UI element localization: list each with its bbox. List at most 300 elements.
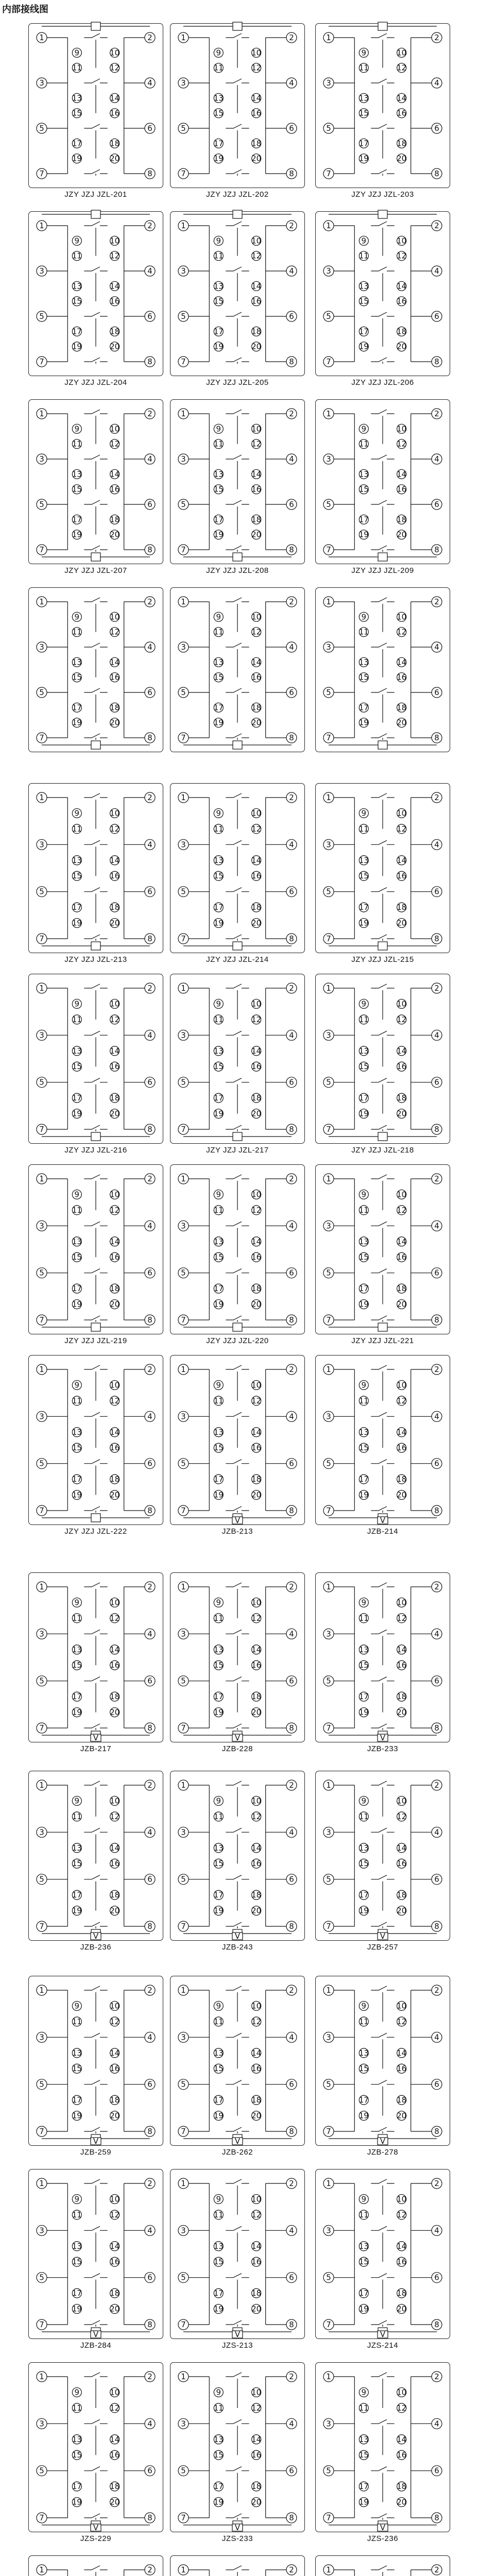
terminal-label-6: 6	[289, 124, 294, 133]
contact-switch	[371, 840, 394, 844]
contact-switch	[226, 1875, 249, 1879]
terminal-label-2: 2	[434, 597, 439, 606]
relay-coil-icon	[233, 22, 242, 30]
terminal-label-10: 10	[251, 2387, 262, 2397]
terminal-label-4: 4	[289, 266, 294, 276]
wiring-schematic	[28, 399, 163, 564]
terminal-label-1: 1	[181, 221, 186, 230]
terminal-label-5: 5	[326, 688, 331, 697]
terminal-label-9: 9	[216, 808, 221, 818]
terminal-label-3: 3	[326, 2419, 331, 2429]
contact-switch	[84, 688, 107, 692]
diagram-label: JZB-243	[221, 1943, 253, 1952]
terminal-label-10: 10	[251, 2194, 262, 2204]
contact-switch	[84, 793, 107, 798]
terminal-label-20: 20	[397, 1299, 407, 1309]
diagram-label: JZB-217	[80, 1744, 112, 1753]
terminal-label-18: 18	[397, 2289, 407, 2298]
terminal-label-1: 1	[326, 1582, 331, 1591]
terminal-label-20: 20	[110, 342, 120, 351]
terminal-label-17: 17	[213, 515, 224, 524]
relay-coil-icon	[378, 1323, 387, 1331]
terminal-label-2: 2	[434, 409, 439, 418]
terminal-label-18: 18	[110, 515, 120, 524]
terminal-label-3: 3	[326, 78, 331, 88]
terminal-label-13: 13	[72, 469, 82, 479]
terminal-label-18: 18	[251, 1475, 262, 1484]
contact-switch	[371, 267, 394, 271]
diagram-label: JZY JZJ JZL-207	[64, 566, 127, 575]
terminal-label-11: 11	[358, 824, 369, 834]
contact-switch	[371, 1922, 394, 1926]
diagram-label: JZY JZJ JZL-203	[351, 190, 414, 199]
terminal-label-12: 12	[251, 2210, 262, 2219]
contact-switch	[226, 1365, 249, 1369]
terminal-label-19: 19	[213, 342, 224, 351]
terminal-label-12: 12	[110, 251, 120, 261]
terminal-label-8: 8	[147, 2513, 152, 2522]
contact-switch	[371, 500, 394, 504]
terminal-label-17: 17	[358, 515, 369, 524]
terminal-label-13: 13	[72, 1645, 82, 1654]
terminal-label-7: 7	[181, 2127, 186, 2136]
contact-switch	[371, 33, 394, 38]
terminal-label-19: 19	[213, 1906, 224, 1916]
terminal-label-17: 17	[358, 703, 369, 713]
wiring-schematic	[315, 783, 450, 953]
wiring-schematic	[170, 211, 305, 376]
terminal-label-10: 10	[397, 808, 407, 818]
terminal-label-15: 15	[72, 1660, 82, 1670]
wiring-schematic	[28, 587, 163, 752]
wiring-diagram	[170, 587, 305, 766]
terminal-label-6: 6	[289, 312, 294, 321]
terminal-label-2: 2	[147, 1781, 152, 1790]
terminal-label-14: 14	[251, 2241, 262, 2251]
terminal-label-7: 7	[39, 169, 44, 178]
wiring-diagram	[315, 1976, 450, 2159]
terminal-label-20: 20	[110, 1109, 120, 1118]
terminal-label-19: 19	[72, 2497, 82, 2507]
terminal-label-20: 20	[251, 530, 262, 539]
terminal-label-2: 2	[289, 2372, 294, 2381]
relay-coil-icon	[233, 1323, 242, 1331]
terminal-label-18: 18	[251, 1284, 262, 1294]
diagram-label: JZY JZJ JZL-222	[64, 1527, 127, 1536]
terminal-label-8: 8	[289, 2127, 294, 2136]
contact-switch	[371, 2566, 394, 2570]
terminal-label-18: 18	[251, 327, 262, 336]
terminal-label-13: 13	[213, 1843, 224, 1853]
terminal-label-8: 8	[147, 2127, 152, 2136]
terminal-label-2: 2	[289, 409, 294, 418]
contact-switch	[226, 546, 249, 550]
terminal-label-5: 5	[181, 2273, 186, 2282]
terminal-label-9: 9	[216, 236, 221, 246]
terminal-label-19: 19	[358, 1490, 369, 1500]
terminal-label-16: 16	[397, 1062, 407, 1072]
terminal-label-19: 19	[72, 342, 82, 351]
terminal-label-15: 15	[213, 296, 224, 306]
terminal-label-12: 12	[397, 439, 407, 449]
diagram-label: JZB-233	[367, 1744, 399, 1753]
terminal-label-12: 12	[397, 2016, 407, 2026]
terminal-label-15: 15	[358, 2450, 369, 2460]
terminal-label-1: 1	[181, 2565, 186, 2574]
terminal-label-1: 1	[326, 984, 331, 993]
terminal-label-18: 18	[110, 2289, 120, 2298]
terminal-label-14: 14	[397, 93, 407, 103]
terminal-label-15: 15	[358, 2064, 369, 2074]
terminal-label-4: 4	[147, 642, 152, 652]
terminal-label-7: 7	[181, 2513, 186, 2522]
terminal-label-3: 3	[39, 266, 44, 276]
terminal-label-15: 15	[72, 484, 82, 494]
terminal-label-6: 6	[434, 124, 439, 133]
terminal-label-7: 7	[326, 1125, 331, 1134]
terminal-label-19: 19	[72, 1109, 82, 1118]
terminal-label-6: 6	[147, 1676, 152, 1686]
terminal-label-4: 4	[434, 1030, 439, 1040]
terminal-label-14: 14	[110, 281, 120, 291]
terminal-label-5: 5	[326, 1874, 331, 1884]
terminal-label-9: 9	[361, 1598, 367, 1607]
diagram-label: JZY JZJ JZL-217	[206, 1146, 269, 1155]
terminal-label-20: 20	[251, 1490, 262, 1500]
terminal-label-1: 1	[39, 2565, 44, 2574]
terminal-label-3: 3	[181, 2032, 186, 2042]
terminal-label-11: 11	[213, 824, 224, 834]
contact-switch	[226, 1031, 249, 1035]
wiring-diagram	[170, 211, 305, 389]
terminal-label-7: 7	[326, 1315, 331, 1325]
terminal-label-6: 6	[147, 1874, 152, 1884]
relay-coil-icon	[91, 1323, 100, 1331]
terminal-label-2: 2	[147, 409, 152, 418]
terminal-label-4: 4	[434, 1412, 439, 1421]
terminal-label-14: 14	[110, 1236, 120, 1246]
terminal-label-8: 8	[147, 1506, 152, 1515]
terminal-label-17: 17	[358, 2289, 369, 2298]
terminal-label-16: 16	[251, 1859, 262, 1869]
terminal-label-11: 11	[72, 824, 82, 834]
terminal-label-3: 3	[39, 454, 44, 464]
contact-switch	[371, 222, 394, 226]
terminal-label-7: 7	[181, 545, 186, 554]
contact-switch	[84, 1222, 107, 1226]
wiring-schematic	[28, 1976, 163, 2146]
terminal-label-11: 11	[72, 1396, 82, 1405]
terminal-label-17: 17	[358, 1284, 369, 1294]
relay-coil-icon	[378, 942, 387, 950]
terminal-label-2: 2	[289, 1174, 294, 1183]
terminal-label-1: 1	[181, 1582, 186, 1591]
terminal-label-10: 10	[397, 2387, 407, 2397]
terminal-label-11: 11	[72, 251, 82, 261]
terminal-label-11: 11	[72, 1811, 82, 1821]
terminal-label-16: 16	[397, 1252, 407, 1262]
terminal-label-8: 8	[434, 169, 439, 178]
wiring-diagram	[315, 783, 450, 967]
terminal-label-5: 5	[181, 2466, 186, 2476]
v-coil-label: V	[93, 2330, 99, 2339]
terminal-label-8: 8	[289, 934, 294, 943]
terminal-label-7: 7	[326, 1723, 331, 1733]
terminal-label-2: 2	[434, 221, 439, 230]
terminal-label-4: 4	[289, 1412, 294, 1421]
diagram-label: JZB-262	[221, 2148, 253, 2157]
terminal-label-13: 13	[72, 2241, 82, 2251]
terminal-label-3: 3	[326, 1030, 331, 1040]
terminal-label-16: 16	[110, 108, 120, 118]
terminal-label-12: 12	[110, 1396, 120, 1405]
wiring-diagram	[170, 1572, 305, 1756]
terminal-label-8: 8	[434, 2513, 439, 2522]
terminal-label-15: 15	[358, 484, 369, 494]
contact-switch	[226, 2274, 249, 2278]
terminal-label-18: 18	[110, 1692, 120, 1702]
terminal-label-2: 2	[289, 793, 294, 802]
wiring-schematic	[315, 587, 450, 752]
terminal-label-6: 6	[434, 688, 439, 697]
terminal-label-18: 18	[397, 1475, 407, 1484]
wiring-diagram	[315, 1164, 450, 1348]
terminal-label-17: 17	[72, 1284, 82, 1294]
contact-switch	[84, 1986, 107, 1990]
terminal-label-16: 16	[251, 1252, 262, 1262]
terminal-label-2: 2	[147, 597, 152, 606]
contact-switch	[84, 2320, 107, 2325]
contact-switch	[371, 2467, 394, 2471]
contact-switch	[371, 170, 394, 174]
terminal-label-5: 5	[39, 2466, 44, 2476]
terminal-label-19: 19	[213, 1109, 224, 1118]
terminal-label-2: 2	[434, 2372, 439, 2381]
contact-switch	[84, 1506, 107, 1511]
terminal-label-1: 1	[326, 793, 331, 802]
terminal-label-3: 3	[181, 1030, 186, 1040]
terminal-label-17: 17	[213, 903, 224, 912]
terminal-label-14: 14	[251, 1427, 262, 1437]
terminal-label-19: 19	[213, 1490, 224, 1500]
terminal-label-18: 18	[251, 1890, 262, 1900]
terminal-label-20: 20	[397, 2304, 407, 2314]
contact-switch	[84, 643, 107, 647]
terminal-label-10: 10	[251, 2001, 262, 2011]
terminal-label-11: 11	[72, 627, 82, 637]
terminal-label-14: 14	[397, 1843, 407, 1853]
terminal-label-9: 9	[361, 999, 367, 1009]
terminal-label-10: 10	[251, 808, 262, 818]
wiring-schematic	[28, 211, 163, 376]
terminal-label-19: 19	[72, 918, 82, 928]
contact-switch	[226, 2467, 249, 2471]
contact-switch	[371, 1875, 394, 1879]
terminal-label-18: 18	[397, 515, 407, 524]
terminal-label-19: 19	[358, 1707, 369, 1717]
terminal-label-18: 18	[251, 703, 262, 713]
terminal-label-10: 10	[397, 424, 407, 434]
terminal-label-3: 3	[39, 1030, 44, 1040]
v-coil-label: V	[380, 1931, 386, 1941]
terminal-label-9: 9	[74, 612, 80, 622]
terminal-label-15: 15	[213, 1660, 224, 1670]
terminal-label-9: 9	[361, 236, 367, 246]
contact-switch	[226, 888, 249, 892]
terminal-label-6: 6	[289, 1077, 294, 1087]
terminal-label-7: 7	[39, 1723, 44, 1733]
wiring-schematic	[315, 1572, 450, 1742]
terminal-label-12: 12	[251, 439, 262, 449]
terminal-label-8: 8	[147, 357, 152, 366]
contact-switch	[84, 267, 107, 271]
contact-switch	[371, 1630, 394, 1634]
terminal-label-15: 15	[213, 484, 224, 494]
contact-switch	[371, 1125, 394, 1129]
terminal-label-10: 10	[110, 999, 120, 1009]
terminal-label-15: 15	[72, 296, 82, 306]
wiring-schematic	[170, 2362, 305, 2532]
wiring-diagram	[170, 783, 305, 967]
terminal-label-19: 19	[358, 918, 369, 928]
wiring-diagram	[28, 2555, 163, 2576]
terminal-label-20: 20	[397, 342, 407, 351]
contact-switch	[226, 1078, 249, 1082]
terminal-label-18: 18	[110, 703, 120, 713]
terminal-label-14: 14	[397, 2434, 407, 2444]
terminal-label-11: 11	[213, 2403, 224, 2413]
terminal-label-18: 18	[251, 2482, 262, 2492]
terminal-label-5: 5	[39, 887, 44, 896]
terminal-label-12: 12	[397, 1811, 407, 1821]
contact-switch	[371, 2080, 394, 2084]
terminal-label-16: 16	[397, 672, 407, 682]
terminal-label-16: 16	[251, 2257, 262, 2267]
terminal-label-20: 20	[397, 2111, 407, 2121]
terminal-label-15: 15	[213, 108, 224, 118]
v-coil-label: V	[93, 2137, 99, 2146]
terminal-label-16: 16	[110, 2064, 120, 2074]
terminal-label-7: 7	[326, 357, 331, 366]
terminal-label-7: 7	[326, 1506, 331, 1515]
contact-switch	[226, 1412, 249, 1416]
terminal-label-11: 11	[213, 439, 224, 449]
terminal-label-11: 11	[213, 1811, 224, 1821]
relay-coil-icon	[233, 942, 242, 950]
v-coil-label: V	[380, 1516, 386, 1525]
terminal-label-20: 20	[110, 2304, 120, 2314]
terminal-label-13: 13	[72, 1843, 82, 1853]
terminal-label-10: 10	[110, 48, 120, 58]
terminal-label-7: 7	[181, 357, 186, 366]
terminal-label-19: 19	[72, 2111, 82, 2121]
terminal-label-6: 6	[147, 500, 152, 509]
wiring-schematic	[315, 1164, 450, 1334]
terminal-label-6: 6	[147, 2466, 152, 2476]
terminal-label-5: 5	[181, 1459, 186, 1468]
terminal-label-6: 6	[434, 312, 439, 321]
terminal-label-19: 19	[358, 1299, 369, 1309]
terminal-label-17: 17	[213, 1692, 224, 1702]
contact-switch	[371, 1828, 394, 1832]
terminal-label-4: 4	[434, 1827, 439, 1837]
terminal-label-4: 4	[434, 2032, 439, 2042]
terminal-label-8: 8	[147, 1125, 152, 1134]
terminal-label-16: 16	[251, 2450, 262, 2460]
terminal-label-12: 12	[251, 824, 262, 834]
terminal-label-12: 12	[110, 2016, 120, 2026]
wiring-diagram	[170, 2555, 305, 2576]
terminal-label-20: 20	[397, 1906, 407, 1916]
terminal-label-18: 18	[251, 1093, 262, 1103]
contact-switch	[226, 1677, 249, 1681]
terminal-label-11: 11	[72, 1613, 82, 1623]
contact-switch	[226, 2372, 249, 2377]
terminal-label-11: 11	[358, 1014, 369, 1024]
terminal-label-5: 5	[39, 1268, 44, 1278]
v-coil-label: V	[234, 2330, 241, 2339]
terminal-label-11: 11	[358, 2403, 369, 2413]
terminal-label-3: 3	[181, 78, 186, 88]
terminal-label-18: 18	[397, 2482, 407, 2492]
terminal-label-8: 8	[147, 733, 152, 742]
terminal-label-5: 5	[39, 2273, 44, 2282]
terminal-label-13: 13	[213, 1427, 224, 1437]
terminal-label-3: 3	[181, 1629, 186, 1639]
terminal-label-19: 19	[213, 1707, 224, 1717]
terminal-label-9: 9	[74, 999, 80, 1009]
terminal-label-20: 20	[110, 530, 120, 539]
terminal-label-1: 1	[39, 2372, 44, 2381]
terminal-label-3: 3	[181, 1221, 186, 1231]
contact-switch	[226, 1583, 249, 1587]
terminal-label-7: 7	[181, 2320, 186, 2329]
wiring-schematic	[170, 1355, 305, 1525]
wiring-schematic	[315, 399, 450, 564]
terminal-label-5: 5	[181, 688, 186, 697]
terminal-label-11: 11	[358, 1811, 369, 1821]
terminal-label-7: 7	[326, 2513, 331, 2522]
relay-coil-icon	[378, 1132, 387, 1141]
terminal-label-6: 6	[434, 2466, 439, 2476]
wiring-schematic	[315, 1771, 450, 1941]
terminal-label-11: 11	[358, 2016, 369, 2026]
contact-switch	[371, 312, 394, 316]
v-coil-label: V	[93, 1733, 99, 1742]
terminal-label-13: 13	[213, 1046, 224, 1056]
terminal-label-5: 5	[326, 2079, 331, 2089]
terminal-label-16: 16	[110, 1660, 120, 1670]
terminal-label-2: 2	[289, 2565, 294, 2574]
relay-coil-icon	[378, 553, 387, 561]
terminal-label-3: 3	[181, 1827, 186, 1837]
terminal-label-2: 2	[147, 1174, 152, 1183]
terminal-label-20: 20	[397, 2497, 407, 2507]
contact-switch	[84, 1677, 107, 1681]
terminal-label-11: 11	[213, 1014, 224, 1024]
terminal-label-17: 17	[72, 1093, 82, 1103]
contact-switch	[84, 546, 107, 550]
contact-switch	[371, 1583, 394, 1587]
terminal-label-6: 6	[434, 2273, 439, 2282]
terminal-label-2: 2	[147, 2565, 152, 2574]
terminal-label-6: 6	[147, 887, 152, 896]
terminal-label-2: 2	[434, 33, 439, 42]
terminal-label-14: 14	[110, 2434, 120, 2444]
terminal-label-14: 14	[110, 1427, 120, 1437]
terminal-label-8: 8	[289, 1125, 294, 1134]
terminal-label-17: 17	[72, 2482, 82, 2492]
